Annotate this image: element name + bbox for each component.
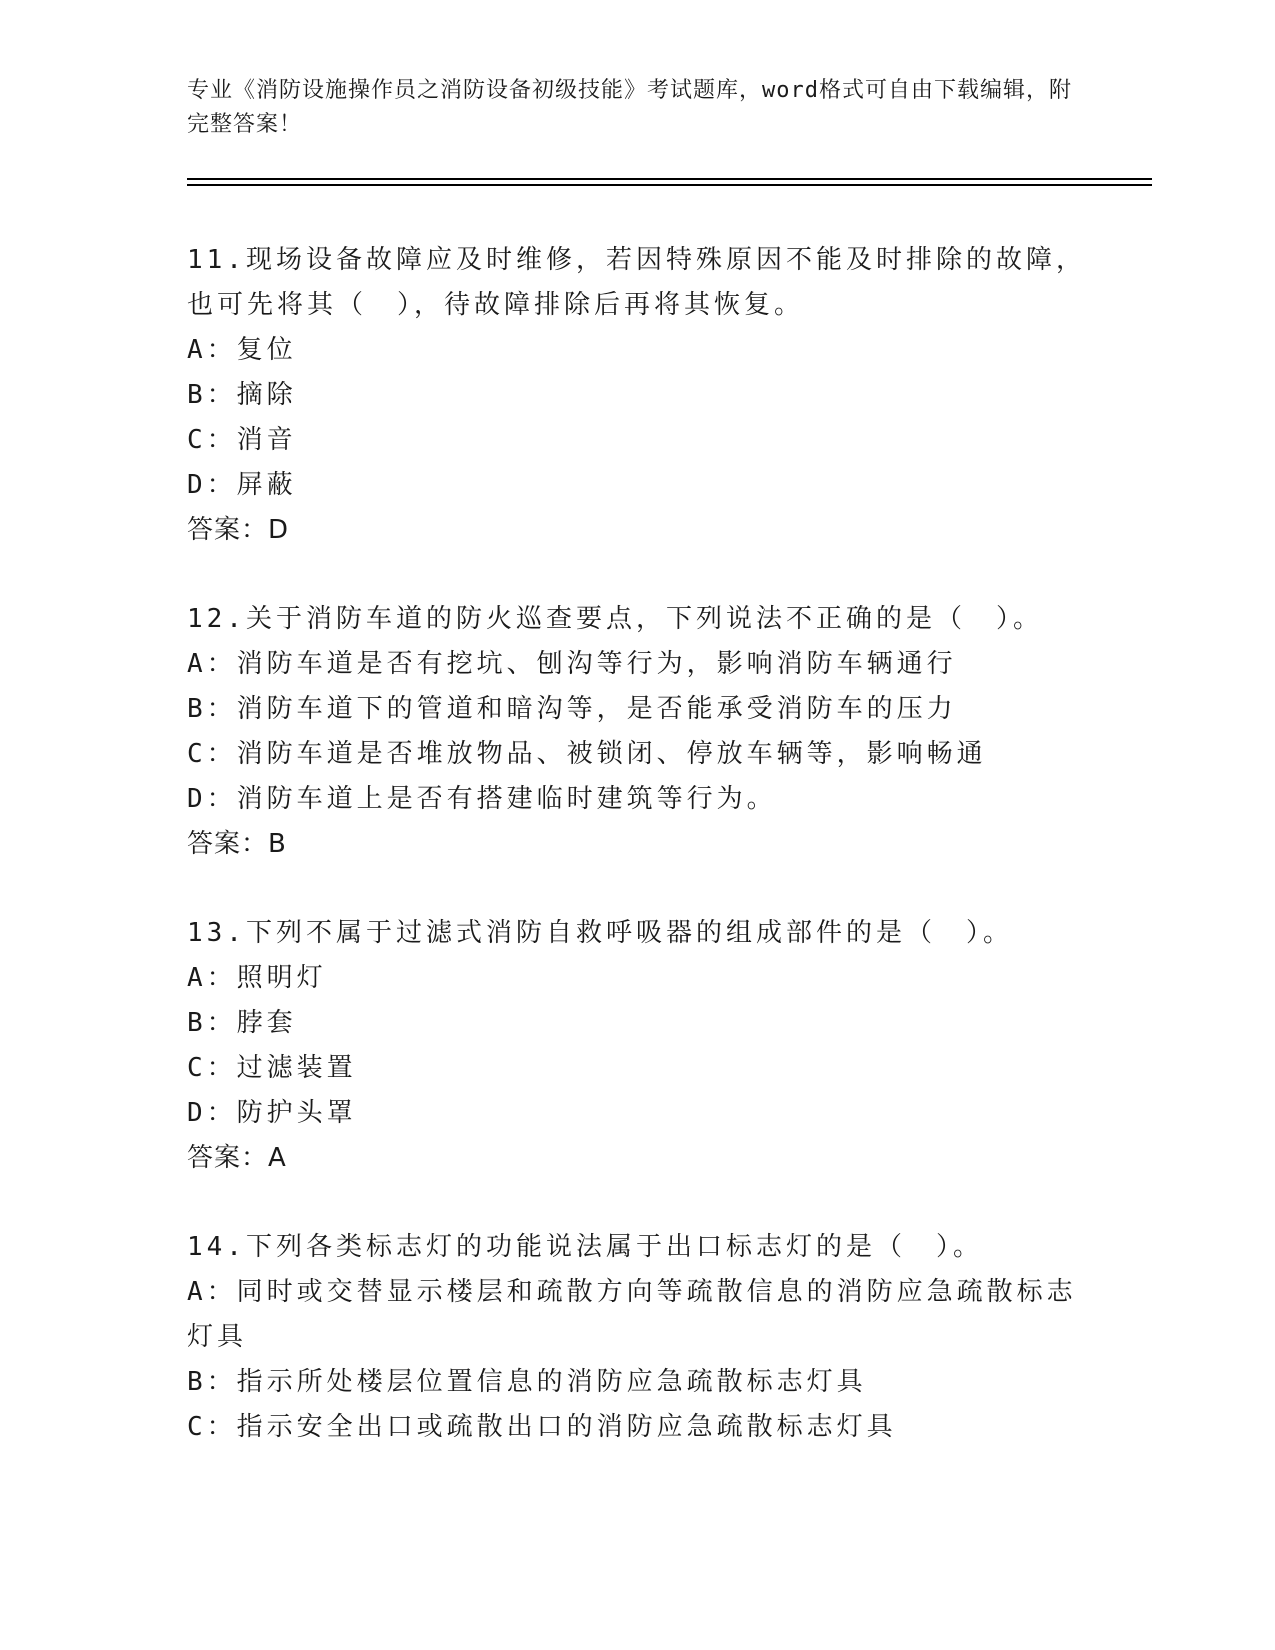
header-divider-bottom xyxy=(187,184,1152,186)
option-d: D：消防车道上是否有搭建临时建筑等行为。 xyxy=(187,784,777,814)
header-text: 专业《消防设施操作员之消防设备初级技能》考试题库，word格式可自由下载编辑，附完整答案！ xyxy=(187,78,1072,137)
option-c: C：指示安全出口或疏散出口的消防应急疏散标志灯具 xyxy=(187,1412,897,1442)
option-b: B：消防车道下的管道和暗沟等，是否能承受消防车的压力 xyxy=(187,694,957,724)
question-14 xyxy=(187,1225,1087,1450)
answer-label: 答案： xyxy=(187,1143,269,1173)
answer-label: 答案： xyxy=(187,829,269,859)
answer-value: D xyxy=(268,515,290,545)
option-b: B：摘除 xyxy=(187,380,297,410)
option-c: C：消音 xyxy=(187,425,297,455)
question-stem: 13.下列不属于过滤式消防自救呼吸器的组成部件的是（ ）。 xyxy=(187,918,1013,948)
question-stem: 11.现场设备故障应及时维修，若因特殊原因不能及时排除的故障，也可先将其（ ），待故障排除后再将其恢复。 xyxy=(187,245,1086,320)
option-c: C：消防车道是否堆放物品、被锁闭、停放车辆等，影响畅通 xyxy=(187,739,987,769)
option-c: C：过滤装置 xyxy=(187,1053,357,1083)
answer-value: A xyxy=(268,1143,287,1173)
question-13 xyxy=(187,911,1087,1181)
question-stem: 12.关于消防车道的防火巡查要点，下列说法不正确的是（ ）。 xyxy=(187,604,1043,634)
option-b: B：脖套 xyxy=(187,1008,297,1038)
option-d: D：屏蔽 xyxy=(187,470,297,500)
answer-label: 答案： xyxy=(187,515,269,545)
header-divider-top xyxy=(187,178,1152,180)
answer-line xyxy=(187,508,1087,553)
option-a: A：照明灯 xyxy=(187,963,327,993)
question-stem: 14.下列各类标志灯的功能说法属于出口标志灯的是（ ）。 xyxy=(187,1232,983,1262)
answer-line xyxy=(187,1136,1087,1181)
document-header xyxy=(187,74,1077,142)
question-11 xyxy=(187,238,1087,553)
option-d: D：防护头罩 xyxy=(187,1098,357,1128)
question-list xyxy=(187,238,1087,1494)
question-12 xyxy=(187,597,1087,867)
option-a: A：消防车道是否有挖坑、刨沟等行为，影响消防车辆通行 xyxy=(187,649,957,679)
answer-value: B xyxy=(268,829,287,859)
answer-line xyxy=(187,822,1087,867)
option-b: B：指示所处楼层位置信息的消防应急疏散标志灯具 xyxy=(187,1367,867,1397)
option-a: A：同时或交替显示楼层和疏散方向等疏散信息的消防应急疏散标志灯具 xyxy=(187,1277,1077,1352)
option-a: A：复位 xyxy=(187,335,297,365)
